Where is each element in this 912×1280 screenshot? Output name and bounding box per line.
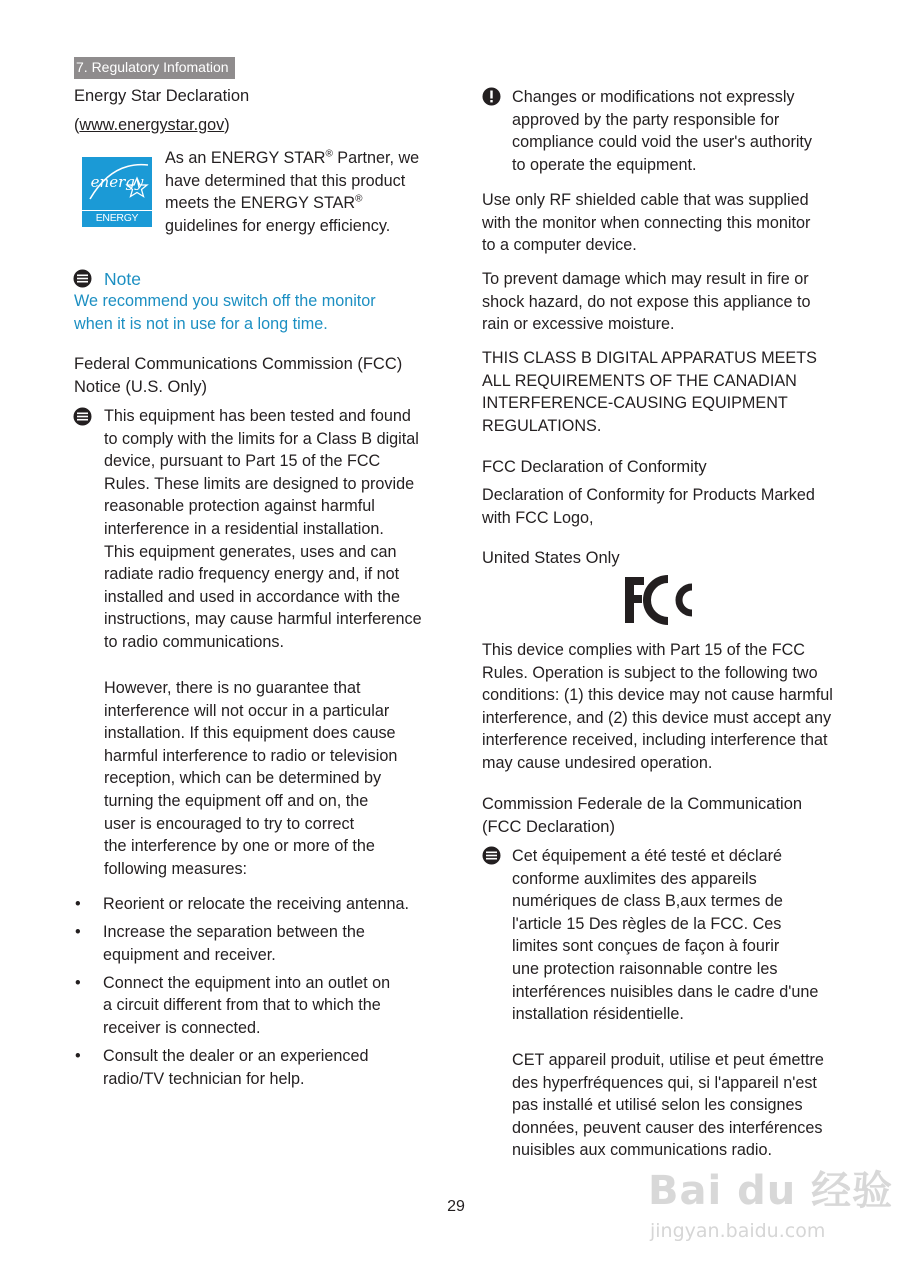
registered-mark: ® [355, 193, 363, 205]
fcc-notice-para2 [104, 677, 439, 880]
note-icon [482, 846, 501, 865]
text-line: l'article 15 Des règles de la FCC. Ces [512, 914, 782, 933]
energy-star-body [165, 147, 435, 237]
fcc-conformity-text [482, 484, 847, 529]
text-line: harmful interference to radio or television [104, 746, 398, 765]
text-line: installed and used in accordance with the [104, 587, 401, 606]
text-line: to comply with the limits for a Class B digital [104, 429, 419, 448]
list-item-line: Increase the separation between the [103, 923, 365, 942]
list-item-line: radio/TV technician for help. [103, 1069, 305, 1088]
list-item [74, 972, 434, 1040]
text-line: CET appareil produit, utilise et peut émettre [512, 1051, 824, 1069]
text-line: instructions, may cause harmful interference [104, 610, 422, 629]
baidu-watermark [648, 1167, 908, 1277]
text-line: shock hazard, do not expose this appliance to [482, 292, 811, 311]
list-item-line: Reorient or relocate the receiving antenna. [103, 895, 409, 913]
list-item [74, 893, 434, 916]
text-line: nuisibles aux communications radio. [512, 1141, 773, 1160]
fire-hazard-paragraph [482, 268, 847, 336]
energy-body-line4: guidelines for energy efficiency. [165, 216, 391, 235]
warning-text [512, 86, 847, 176]
text-line: the interference by one or more of the [104, 837, 375, 856]
text-line: Use only RF shielded cable that was supplied [482, 191, 809, 209]
section-tab: 7. Regulatory Infomation [74, 57, 235, 79]
text-line: to radio communications. [104, 632, 284, 651]
us-only-heading: United States Only [482, 549, 620, 567]
text-line: interference received, including interference that [482, 731, 828, 750]
list-item-line: a circuit different from that to which the [103, 996, 381, 1015]
energy-star-url-line [74, 114, 230, 137]
text-line: may cause undesired operation. [482, 753, 713, 772]
text-line: radiate radio frequency energy and, if not [104, 565, 400, 584]
note-text-line: We recommend you switch off the monitor [74, 292, 376, 310]
text-line: to operate the equipment. [512, 155, 697, 174]
fcc-notice-heading-line: Notice (U.S. Only) [74, 377, 207, 396]
note-icon [73, 269, 92, 288]
fcc-notice-heading [74, 353, 434, 398]
text-line: THIS CLASS B DIGITAL APPARATUS MEETS [482, 349, 817, 367]
text-line: installation résidentielle. [512, 1005, 684, 1024]
text-line: limites sont conçues de façon à fourir [512, 937, 780, 956]
text-line: Declaration of Conformity for Products Marked [482, 486, 815, 504]
text-line: with the monitor when connecting this monitor [482, 213, 811, 232]
text-line: rain or excessive moisture. [482, 315, 675, 334]
warning-icon [482, 87, 501, 106]
text-line: ALL REQUIREMENTS OF THE CANADIAN [482, 371, 797, 390]
energy-body-line1-end: Partner, we [332, 149, 420, 167]
text-line: user is encouraged to try to correct [104, 814, 355, 833]
bullet-icon: • [75, 923, 81, 942]
list-item-line: Consult the dealer or an experienced [103, 1047, 369, 1066]
energy-star-script: energy [90, 173, 144, 191]
energy-body-line2: have determined that this product [165, 171, 406, 190]
text-line: INTERFERENCE-CAUSING EQUIPMENT [482, 394, 788, 413]
text-line: approved by the party responsible for [512, 110, 780, 129]
rf-cable-paragraph [482, 189, 847, 257]
commission-heading-line: Commission Federale de la Communication [482, 795, 803, 813]
text-line: Rules. Operation is subject to the following two [482, 663, 818, 682]
text-line: des hyperfréquences qui, si l'appareil n'est [512, 1073, 817, 1092]
text-line: Cet équipement a été testé et déclaré [512, 847, 782, 865]
note-title: Note [104, 269, 141, 289]
text-line: This equipment has been tested and found [104, 407, 411, 425]
text-line: following measures: [104, 859, 248, 878]
list-item [74, 921, 434, 966]
fcc-notice-heading-line: Federal Communications Commission (FCC) [74, 355, 403, 373]
text-line: interférences nuisibles dans le cadre d'une [512, 982, 819, 1001]
text-line: une protection raisonnable contre les [512, 959, 778, 978]
url-open-paren: ( [74, 116, 80, 134]
text-line: with FCC Logo, [482, 508, 594, 527]
bullet-icon: • [75, 1047, 81, 1066]
us-only-paragraph [482, 639, 854, 775]
text-line: device, pursuant to Part 15 of the FCC [104, 452, 381, 471]
energy-star-heading: Energy Star Declaration [74, 87, 250, 105]
text-line: interference, and (2) this device must accept any [482, 708, 832, 727]
text-line: REGULATIONS. [482, 416, 602, 435]
text-line: This equipment generates, uses and can [104, 542, 397, 561]
energy-body-line3: meets the ENERGY STAR [165, 194, 356, 213]
text-line: This device complies with Part 15 of the FCC [482, 641, 805, 659]
text-line: interference will not occur in a particular [104, 701, 390, 720]
text-line: conforme auxlimites des appareils [512, 869, 757, 888]
text-line: However, there is no guarantee that [104, 679, 361, 697]
note-text-line: when it is not in use for a long time. [74, 314, 328, 333]
text-line: compliance could void the user's authority [512, 133, 813, 152]
registered-mark: ® [325, 148, 333, 160]
text-line: to a computer device. [482, 236, 637, 255]
commission-para1 [512, 845, 852, 1026]
list-item-line: equipment and receiver. [103, 945, 276, 964]
class-b-paragraph [482, 347, 847, 437]
list-item-line: Connect the equipment into an outlet on [103, 973, 391, 992]
text-line: installation. If this equipment does cause [104, 724, 396, 743]
text-line: Changes or modifications not expressly [512, 88, 795, 106]
text-line: numériques de class B,aux termes de [512, 892, 783, 911]
text-line: reasonable protection against harmful [104, 497, 375, 516]
commission-para2 [512, 1049, 852, 1162]
commission-heading [482, 793, 854, 838]
energy-star-link[interactable]: www.energystar.gov [79, 116, 225, 134]
measures-list [74, 893, 434, 1096]
url-close-paren: ) [224, 116, 230, 134]
energy-body-line1: As an ENERGY STAR [165, 149, 326, 167]
energy-star-logo [82, 157, 152, 239]
text-line: To prevent damage which may result in fire or [482, 270, 809, 288]
text-line: reception, which can be determined by [104, 769, 382, 788]
energy-star-logo-label: ENERGY STAR [82, 210, 152, 226]
watermark-brand: Bai du 经验 [648, 1168, 894, 1214]
list-item [74, 1045, 434, 1090]
text-line: interference in a residential installation. [104, 519, 384, 538]
text-line: données, peuvent causer des interférences [512, 1118, 823, 1137]
fcc-notice-para1 [104, 405, 439, 654]
fcc-conformity-heading: FCC Declaration of Conformity [482, 458, 707, 476]
text-line: pas installé et utilisé selon les consignes [512, 1096, 803, 1115]
note-icon [73, 407, 92, 426]
bullet-icon: • [75, 895, 81, 913]
watermark-url: jingyan.baidu.com [650, 1220, 826, 1242]
list-item-line: receiver is connected. [103, 1018, 261, 1037]
page-number: 29 [447, 1198, 465, 1215]
commission-heading-line: (FCC Declaration) [482, 817, 615, 836]
note-text [74, 290, 434, 335]
text-line: Rules. These limits are designed to provide [104, 474, 415, 493]
text-line: conditions: (1) this device may not cause harmful [482, 686, 833, 705]
text-line: turning the equipment off and on, the [104, 791, 369, 810]
bullet-icon: • [75, 973, 81, 992]
fcc-logo-icon [622, 574, 696, 626]
